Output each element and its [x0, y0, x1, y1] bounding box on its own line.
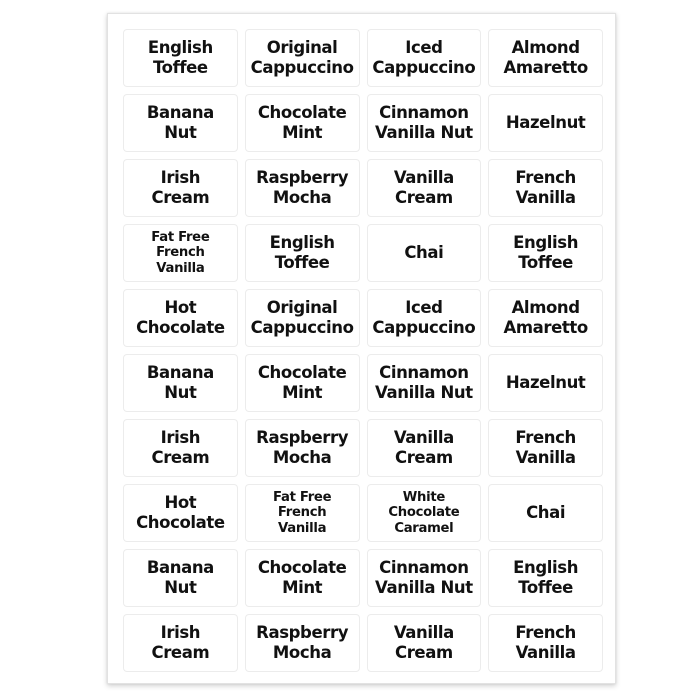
flavor-label-text: White Chocolate Caramel: [388, 490, 460, 536]
flavor-label-text: English Toffee: [513, 557, 579, 597]
flavor-label: [123, 484, 238, 542]
flavor-label: [123, 29, 238, 87]
flavor-label-text: English Toffee: [147, 37, 213, 77]
flavor-label: [245, 94, 360, 152]
flavor-label-text: Hot Chocolate: [136, 492, 225, 532]
flavor-label: [245, 419, 360, 477]
flavor-label: [123, 224, 238, 282]
flavor-label-text: Irish Cream: [151, 427, 210, 467]
flavor-label: [367, 94, 482, 152]
flavor-label: [488, 159, 603, 217]
flavor-label-text: Almond Amaretto: [503, 37, 588, 77]
flavor-label-text: Raspberry Mocha: [256, 167, 349, 207]
flavor-label-text: Almond Amaretto: [503, 297, 588, 337]
flavor-label: [488, 224, 603, 282]
flavor-label: [367, 419, 482, 477]
flavor-label: [488, 29, 603, 87]
flavor-label: [488, 549, 603, 607]
flavor-label-text: Irish Cream: [151, 622, 210, 662]
flavor-label: [488, 289, 603, 347]
flavor-label-text: Fat Free French Vanilla: [151, 230, 210, 276]
flavor-label-text: Banana Nut: [146, 362, 214, 402]
flavor-label: [488, 354, 603, 412]
flavor-label-text: Chocolate Mint: [257, 102, 347, 142]
flavor-label-text: English Toffee: [269, 232, 335, 272]
flavor-label-text: French Vanilla: [515, 622, 576, 662]
flavor-label: [123, 419, 238, 477]
flavor-label: [367, 614, 482, 672]
flavor-label-text: Chocolate Mint: [257, 557, 347, 597]
flavor-label: [488, 94, 603, 152]
flavor-label: [367, 29, 482, 87]
label-sheet: [107, 13, 616, 684]
flavor-label: [245, 484, 360, 542]
flavor-label-text: Banana Nut: [146, 102, 214, 142]
flavor-label-text: Chai: [404, 242, 444, 262]
flavor-label: [367, 289, 482, 347]
flavor-label: [245, 549, 360, 607]
flavor-label-text: Vanilla Cream: [393, 167, 454, 207]
flavor-label-text: Banana Nut: [146, 557, 214, 597]
flavor-label: [123, 159, 238, 217]
flavor-label-text: Cinnamon Vanilla Nut: [375, 362, 473, 402]
flavor-label: [245, 614, 360, 672]
flavor-label: [123, 614, 238, 672]
flavor-label: [488, 614, 603, 672]
flavor-label-text: French Vanilla: [515, 167, 576, 207]
flavor-label-text: Hazelnut: [505, 112, 586, 132]
flavor-label-text: Raspberry Mocha: [256, 427, 349, 467]
flavor-label-text: Raspberry Mocha: [256, 622, 349, 662]
flavor-label: [245, 354, 360, 412]
label-grid: [123, 29, 603, 672]
flavor-label: [367, 354, 482, 412]
flavor-label: [123, 94, 238, 152]
flavor-label-text: Irish Cream: [151, 167, 210, 207]
flavor-label: [367, 484, 482, 542]
flavor-label-text: Iced Cappuccino: [372, 297, 476, 337]
flavor-label-text: English Toffee: [513, 232, 579, 272]
flavor-label-text: Vanilla Cream: [393, 622, 454, 662]
flavor-label: [245, 159, 360, 217]
flavor-label-text: Original Cappuccino: [250, 37, 354, 77]
flavor-label: [488, 484, 603, 542]
flavor-label: [367, 159, 482, 217]
flavor-label: [245, 289, 360, 347]
flavor-label-text: Chocolate Mint: [257, 362, 347, 402]
flavor-label-text: Iced Cappuccino: [372, 37, 476, 77]
flavor-label: [123, 354, 238, 412]
flavor-label: [245, 29, 360, 87]
flavor-label: [123, 289, 238, 347]
flavor-label-text: Vanilla Cream: [393, 427, 454, 467]
flavor-label-text: Cinnamon Vanilla Nut: [375, 557, 473, 597]
flavor-label: [367, 549, 482, 607]
flavor-label-text: French Vanilla: [515, 427, 576, 467]
flavor-label: [245, 224, 360, 282]
flavor-label: [123, 549, 238, 607]
flavor-label-text: Chai: [526, 502, 566, 522]
flavor-label-text: Hot Chocolate: [136, 297, 225, 337]
flavor-label-text: Original Cappuccino: [250, 297, 354, 337]
flavor-label-text: Cinnamon Vanilla Nut: [375, 102, 473, 142]
flavor-label: [367, 224, 482, 282]
flavor-label: [488, 419, 603, 477]
flavor-label-text: Fat Free French Vanilla: [273, 490, 332, 536]
flavor-label-text: Hazelnut: [505, 372, 586, 392]
